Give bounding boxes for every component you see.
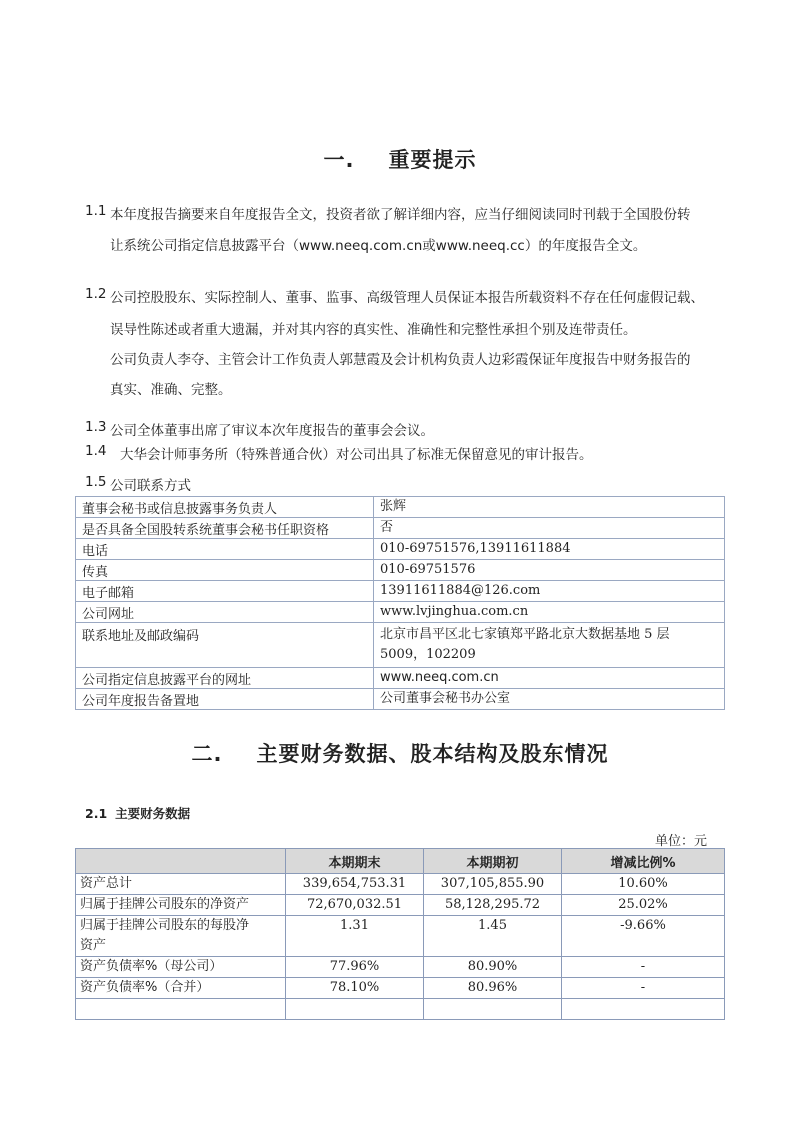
section-2-heading xyxy=(0,738,800,768)
contact-value: www.lvjinghua.com.cn xyxy=(374,602,725,623)
column-header: 本期期末 xyxy=(286,849,424,874)
contact-value: www.neeq.com.cn xyxy=(374,668,725,689)
table-row xyxy=(76,602,725,623)
contact-key: 电子邮箱 xyxy=(76,581,374,602)
column-header: 本期期初 xyxy=(424,849,562,874)
row-label-line-2: 资产 xyxy=(80,938,107,953)
row-label: 资产负债率%（母公司） xyxy=(76,957,286,978)
period-start-value: 1.45 xyxy=(424,916,562,957)
contact-key: 是否具备全国股转系统董事会秘书任职资格 xyxy=(76,518,374,539)
item-text: 本年度报告摘要来自年度报告全文，投资者欲了解详细内容，应当仔细阅读同时刊载于全国股份转 xyxy=(110,207,691,223)
table-row xyxy=(76,916,725,957)
item-number: 1.1 xyxy=(85,203,107,219)
contact-key: 联系地址及邮政编码 xyxy=(76,623,374,668)
row-label xyxy=(76,916,286,957)
item-text: 大华会计师事务所（特殊普通合伙）对公司出具了标准无保留意见的审计报告。 xyxy=(120,447,593,463)
table-row xyxy=(76,497,725,518)
period-end-value: 78.10% xyxy=(286,978,424,999)
contact-value: 010-69751576,13911611884 xyxy=(374,539,725,560)
item-text: 公司全体董事出席了审议本次年度报告的董事会会议。 xyxy=(110,423,434,439)
item-number: 1.2 xyxy=(85,286,107,302)
contact-key: 公司指定信息披露平台的网址 xyxy=(76,668,374,689)
period-end-value: 339,654,753.31 xyxy=(286,874,424,895)
row-label: 资产负债率%（合并） xyxy=(76,978,286,999)
row-label xyxy=(76,999,286,1020)
unit-label: 单位：元 xyxy=(655,834,708,849)
contact-key: 传真 xyxy=(76,560,374,581)
row-label-line-1: 归属于挂牌公司股东的每股净 xyxy=(80,918,250,933)
table-row xyxy=(76,668,725,689)
contact-value xyxy=(374,623,725,668)
contact-value: 13911611884@126.com xyxy=(374,581,725,602)
item-number: 1.4 xyxy=(85,443,107,459)
period-start-value: 307,105,855.90 xyxy=(424,874,562,895)
contact-value: 公司董事会秘书办公室 xyxy=(374,689,725,710)
item-text: 误导性陈述或者重大遗漏，并对其内容的真实性、准确性和完整性承担个别及连带责任。 xyxy=(110,322,637,338)
item-text: 公司控股股东、实际控制人、董事、监事、高级管理人员保证本报告所载资料不存在任何虚假记载、 xyxy=(110,290,704,306)
contact-key: 公司年度报告备置地 xyxy=(76,689,374,710)
subsection-number: 2.1 xyxy=(85,806,108,821)
table-row xyxy=(76,539,725,560)
period-end-value xyxy=(286,999,424,1020)
change-percent: - xyxy=(562,957,725,978)
contact-value: 否 xyxy=(374,518,725,539)
period-start-value: 80.90% xyxy=(424,957,562,978)
item-number: 1.5 xyxy=(85,474,107,490)
table-header-row xyxy=(76,849,725,874)
section-number: 一. xyxy=(323,148,355,172)
financial-table xyxy=(75,848,725,1020)
contact-key: 董事会秘书或信息披露事务负责人 xyxy=(76,497,374,518)
item-text: 真实、准确、完整。 xyxy=(110,382,232,398)
item-text: 公司联系方式 xyxy=(110,478,191,494)
subsection-title: 主要财务数据 xyxy=(115,806,191,821)
contact-key: 公司网址 xyxy=(76,602,374,623)
contact-key: 电话 xyxy=(76,539,374,560)
change-percent: -9.66% xyxy=(562,916,725,957)
table-row xyxy=(76,895,725,916)
table-row xyxy=(76,957,725,978)
period-end-value: 72,670,032.51 xyxy=(286,895,424,916)
contact-table xyxy=(75,496,725,710)
period-start-value: 80.96% xyxy=(424,978,562,999)
row-label: 归属于挂牌公司股东的净资产 xyxy=(76,895,286,916)
table-row-empty xyxy=(76,999,725,1020)
period-end-value: 77.96% xyxy=(286,957,424,978)
period-start-value xyxy=(424,999,562,1020)
table-row xyxy=(76,874,725,895)
contact-value: 张辉 xyxy=(374,497,725,518)
section-1-heading xyxy=(0,144,800,174)
column-header: 增减比例% xyxy=(562,849,725,874)
section-title: 主要财务数据、股本结构及股东情况 xyxy=(256,742,609,766)
row-label: 资产总计 xyxy=(76,874,286,895)
period-end-value: 1.31 xyxy=(286,916,424,957)
table-row xyxy=(76,623,725,668)
address-line-2: 5009，102209 xyxy=(380,647,476,662)
period-start-value: 58,128,295.72 xyxy=(424,895,562,916)
item-text: 公司负责人李夺、主管会计工作负责人郭慧霞及会计机构负责人边彩霞保证年度报告中财务报告的 xyxy=(110,352,691,368)
change-percent: 25.02% xyxy=(562,895,725,916)
section-number: 二. xyxy=(191,742,223,766)
table-row xyxy=(76,689,725,710)
section-title: 重要提示 xyxy=(388,148,477,172)
change-percent xyxy=(562,999,725,1020)
table-row xyxy=(76,518,725,539)
table-row xyxy=(76,560,725,581)
table-row xyxy=(76,978,725,999)
subsection-heading xyxy=(85,804,190,822)
address-line-1: 北京市昌平区北七家镇郑平路北京大数据基地 5 层 xyxy=(380,627,670,642)
contact-value: 010-69751576 xyxy=(374,560,725,581)
change-percent: 10.60% xyxy=(562,874,725,895)
column-header xyxy=(76,849,286,874)
change-percent: - xyxy=(562,978,725,999)
item-text: 让系统公司指定信息披露平台（www.neeq.com.cn或www.neeq.cc）的年度报告全文。 xyxy=(110,238,647,254)
item-number: 1.3 xyxy=(85,419,107,435)
table-row xyxy=(76,581,725,602)
